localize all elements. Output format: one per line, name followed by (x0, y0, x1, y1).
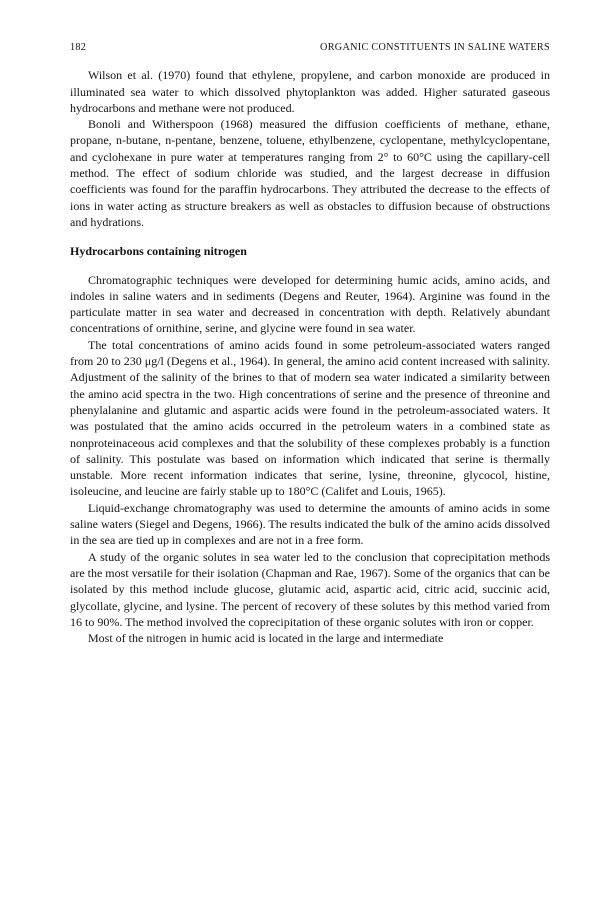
page (70, 40, 550, 646)
paragraph: Most of the nitrogen in humic acid is located in the large and intermediate (88, 631, 444, 646)
paragraph: Bonoli and Witherspoon (1968) measured the diffusion coefficients of methane, ethane, propane, n-butane, n-pentane, benzene, toluene, ethylbenzene, cyclopentane, methylcyclopentane, and cyclohexane in pure water at temperatures ranging from 2° to 60°C using the capillary-cell method. The effect of sodium chloride was studied, and the largest decrease in diffusion coefficients was found for the paraffin hydrocarbons. They attributed the decrease to the effects of ions in water acting as structure breakers as well as obstacles to diffusion because of obstructions and hydrations. (70, 117, 550, 229)
page-header (70, 40, 550, 56)
paragraph: The total concentrations of amino acids found in some petroleum-associated waters ranged from 20 to 230 μg/l (Degens et al., 1964). In general, the amino acid content increased with salinity. Adjustment of the salinity of the brines to that of modern sea water indicated a similarity between the amino acid spectra in the two. High concentrations of serine and the presence of threonine and phenylalanine and glutamic and aspartic acids were found in the petroleum-associated waters. It was postulated that the amino acids occurred in the petroleum waters in a combined state as nonproteinaceous acid complexes and that the solubility of these complexes probably is a function of salinity. This postulate was based on information which indicated that serine is thermally unstable. More recent information indicates that serine, lysine, threonine, glycocol, histine, isoleucine, and leucine are fairly stable up to 180°C (Califet and Louis, 1965). (70, 337, 550, 499)
paragraph: Chromatographic techniques were developed for determining humic acids, amino acids, and indoles in saline waters and in sediments (Degens and Reuter, 1964). Arginine was found in the particulate matter in sea water and decreased in concentration with depth. Relatively abundant concentrations of ornithine, serine, and glycine were found in sea water. (70, 272, 550, 336)
paragraph: Liquid-exchange chromatography was used to determine the amounts of amino acids in some saline waters (Siegel and Degens, 1966). The results indicated the bulk of the amino acids dissolved in the sea are tied up in complexes and are not in a free form. (70, 500, 550, 548)
paragraph: A study of the organic solutes in sea water led to the conclusion that coprecipitation methods are the most versatile for their isolation (Chapman and Rae, 1967). Some of the organics that can be isolated by this method include glucose, glutamic acid, aspartic acid, citric acid, succinic acid, glycollate, glycine, and lysine. The percent of recovery of these solutes by this method varied from 16 to 90%. The method involved the coprecipitation of these organic solutes with iron or copper. (70, 549, 550, 629)
page-number: 182 (70, 42, 87, 53)
section-heading: Hydrocarbons containing nitrogen (70, 244, 247, 259)
running-title: ORGANIC CONSTITUENTS IN SALINE WATERS (320, 42, 550, 53)
paragraph: Wilson et al. (1970) found that ethylene, propylene, and carbon monoxide are produced in illuminated sea water to which dissolved phytoplankton was added. Higher saturated gaseous hydrocarbons and methane were not produced. (70, 68, 550, 115)
